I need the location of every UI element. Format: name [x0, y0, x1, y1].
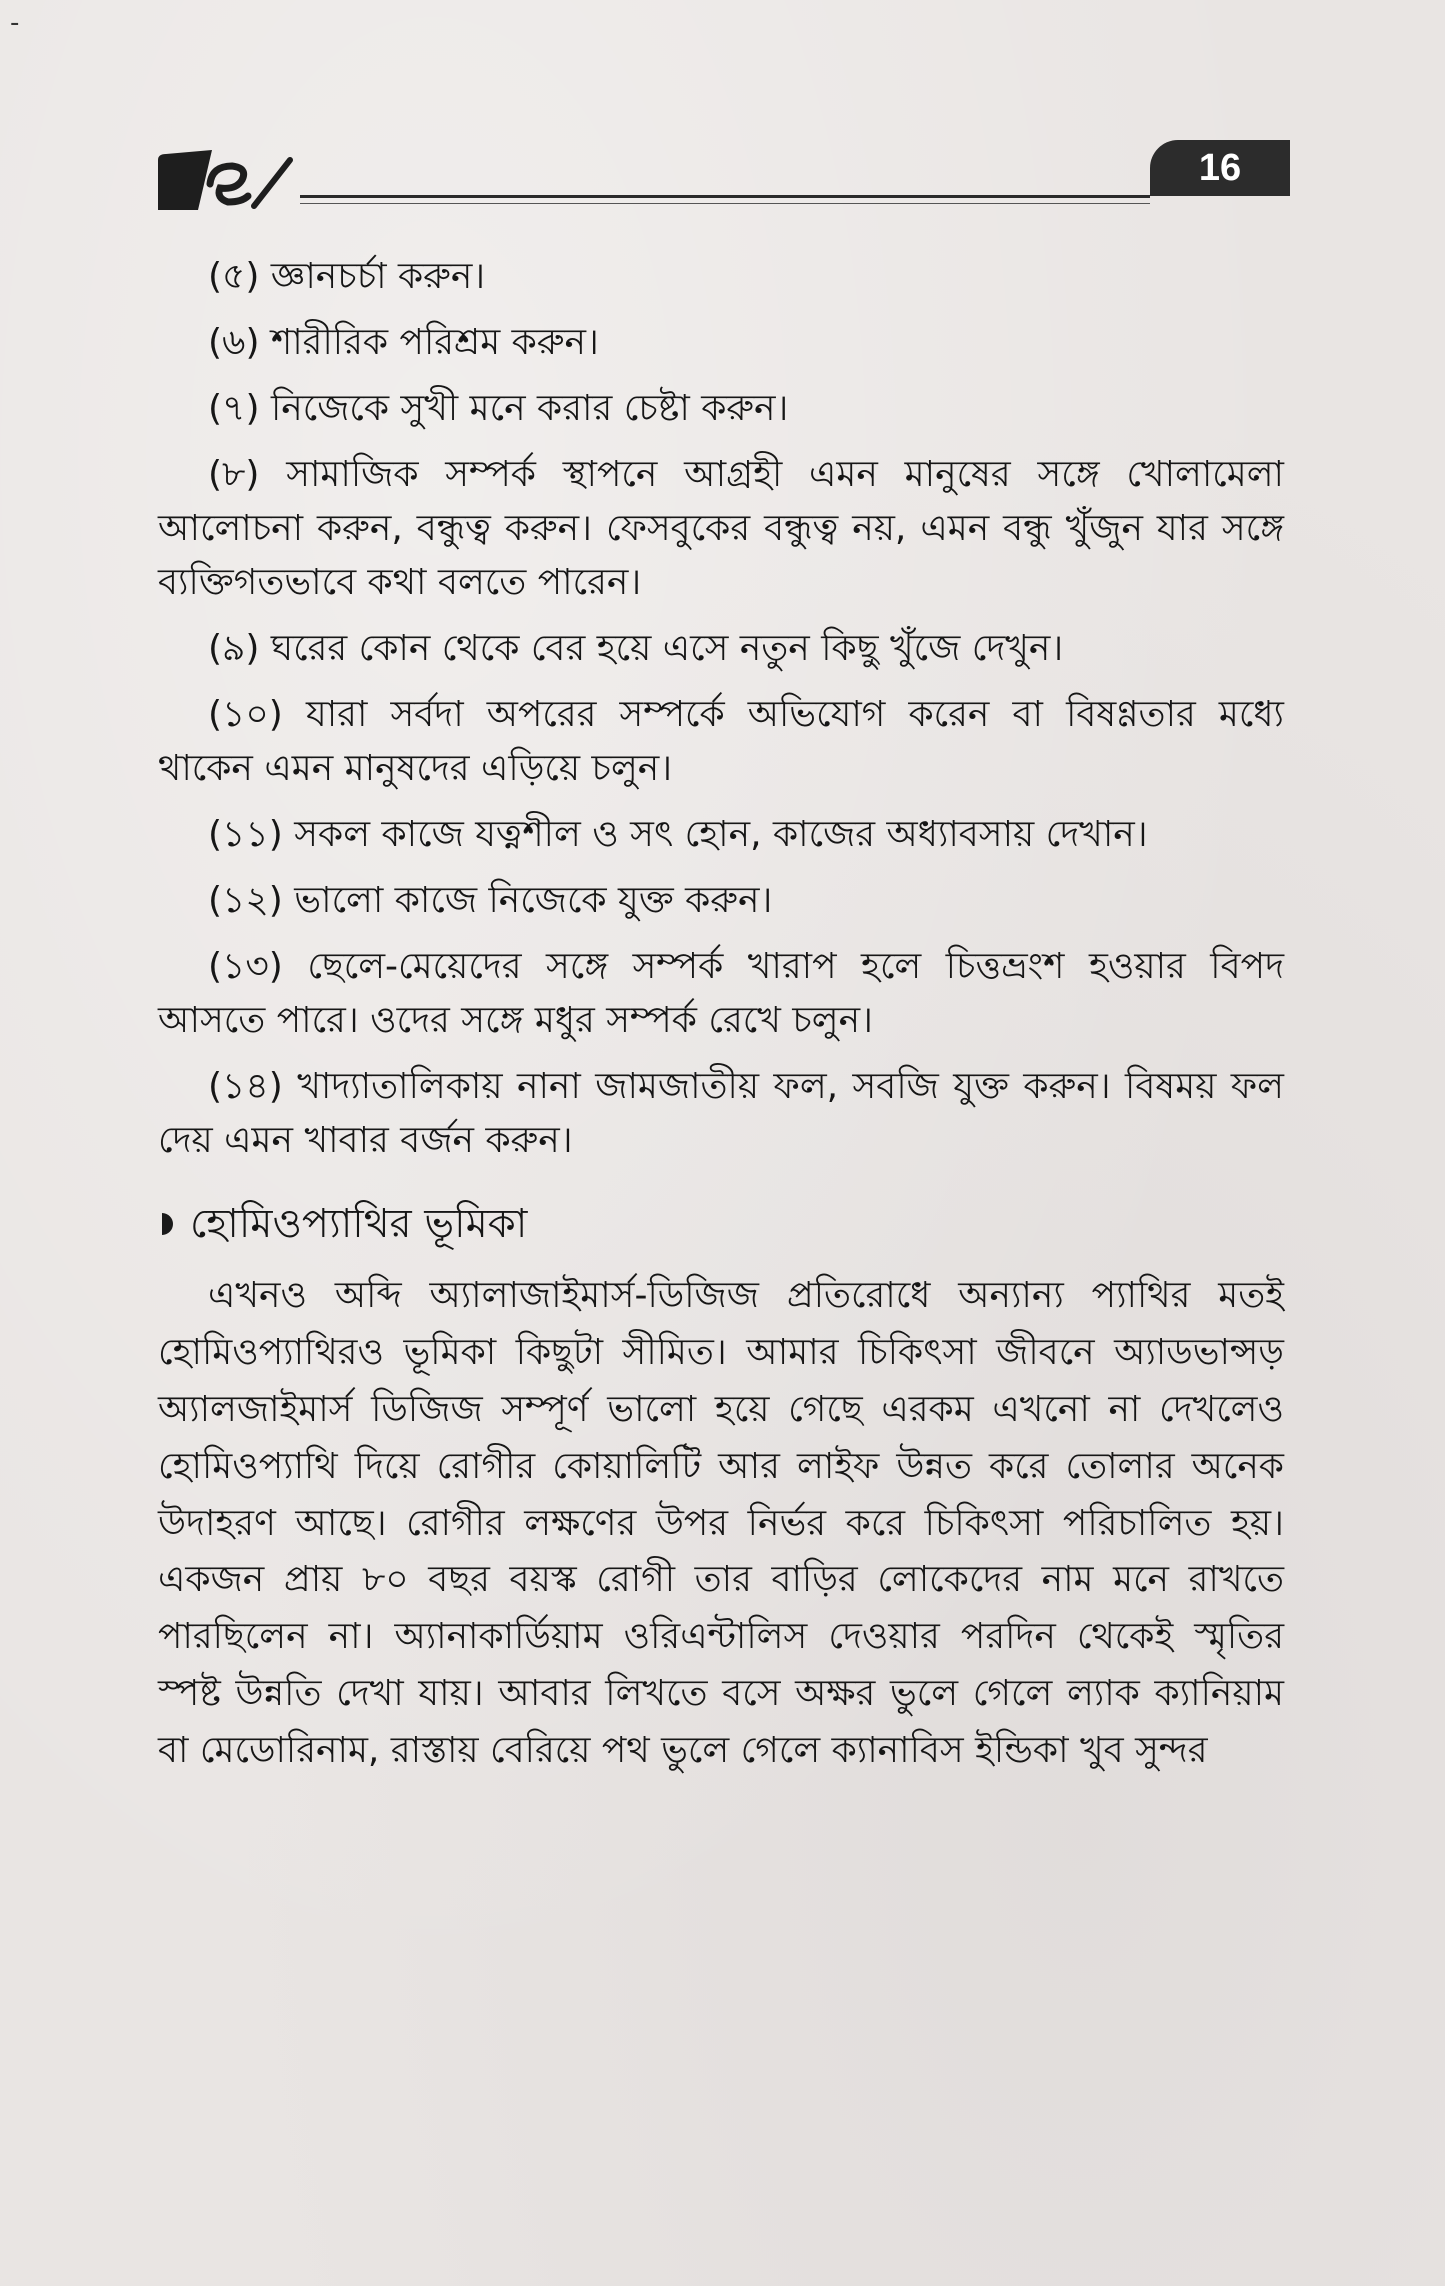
- page-number: 16: [1150, 140, 1290, 196]
- list-item: (১৩) ছেলে-মেয়েদের সঙ্গে সম্পর্ক খারাপ হলে চিত্তভ্রংশ হওয়ার বিপদ আসতে পারে। ওদের সঙ্গে মধুর সম্পর্ক রেখে চলুন।: [158, 946, 1284, 1041]
- list-item: (১২) ভালো কাজে নিজেকে যুক্ত করুন।: [208, 880, 773, 921]
- page-body: [158, 250, 1284, 1780]
- section-heading: [158, 1194, 1284, 1254]
- publisher-logo-icon: [150, 140, 300, 220]
- section-heading-text: হোমিওপ্যাথির ভূমিকা: [190, 1201, 528, 1247]
- list-item: (৬) শারীরিক পরিশ্রম করুন।: [208, 322, 599, 363]
- list-item: (১০) যারা সর্বদা অপরের সম্পর্কে অভিযোগ করেন বা বিষণ্ণতার মধ্যে থাকেন এমন মানুষদের এড়িয়ে চলুন।: [158, 694, 1284, 789]
- section-paragraph: এখনও অব্দি অ্যালাজাইমার্স-ডিজিজ প্রতিরোধে অন্যান্য প্যাথির মতই হোমিওপ্যাথিরও ভূমিকা কিছুটা সীমিত। আমার চিকিৎসা জীবনে অ্যাডভান্সড় অ্যালজাইমার্স ডিজিজ সম্পূর্ণ ভালো হয়ে গেছে এরকম এখনো না দেখলেও হোমিওপ্যাথি দিয়ে রোগীর কোয়ালিটি আর লাইফ উন্নত করে তোলার অনেক উদাহরণ আছে। রোগীর লক্ষণের উপর নির্ভর করে চিকিৎসা পরিচালিত হয়। একজন প্রায় ৮০ বছর বয়স্ক রোগী তার বাড়ির লোকেদের নাম মনে রাখতে পারছিলেন না। অ্যানাকার্ডিয়াম ওরিএন্টালিস দেওয়ার পরদিন থেকেই স্মৃতির স্পষ্ট উন্নতি দেখা যায়। আবার লিখতে বসে অক্ষর ভুলে গেলে ল্যাক ক্যানিয়াম বা মেডোরিনাম, রাস্তায় বেরিয়ে পথ ভুলে গেলে ক্যানাবিস ইন্ডিকা খুব সুন্দর: [158, 1275, 1284, 1771]
- list-item: (৮) সামাজিক সম্পর্ক স্থাপনে আগ্রহী এমন মানুষের সঙ্গে খোলামেলা আলোচনা করুন, বন্ধুত্ব করুন। ফেসবুকের বন্ধুত্ব নয়, এমন বন্ধু খুঁজুন যার সঙ্গে ব্যক্তিগতভাবে কথা বলতে পারেন।: [158, 454, 1284, 603]
- header-rule-thin: [300, 203, 1150, 204]
- list-item: (৭) নিজেকে সুখী মনে করার চেষ্টা করুন।: [208, 388, 789, 429]
- list-item: (১১) সকল কাজে যত্নশীল ও সৎ হোন, কাজের অধ্যাবসায় দেখান।: [208, 814, 1148, 855]
- corner-mark: -: [10, 8, 20, 38]
- list-item: (৫) জ্ঞানচর্চা করুন।: [208, 256, 486, 297]
- half-circle-bullet-icon: [158, 1211, 180, 1237]
- list-item: (৯) ঘরের কোন থেকে বের হয়ে এসে নতুন কিছু খুঁজে দেখুন।: [208, 628, 1064, 669]
- list-item: (১৪) খাদ্যাতালিকায় নানা জামজাতীয় ফল, সবজি যুক্ত করুন। বিষময় ফল দেয় এমন খাবার বর্জন করুন।: [158, 1066, 1284, 1161]
- header-rule: [300, 195, 1150, 198]
- page-header: [150, 140, 1290, 220]
